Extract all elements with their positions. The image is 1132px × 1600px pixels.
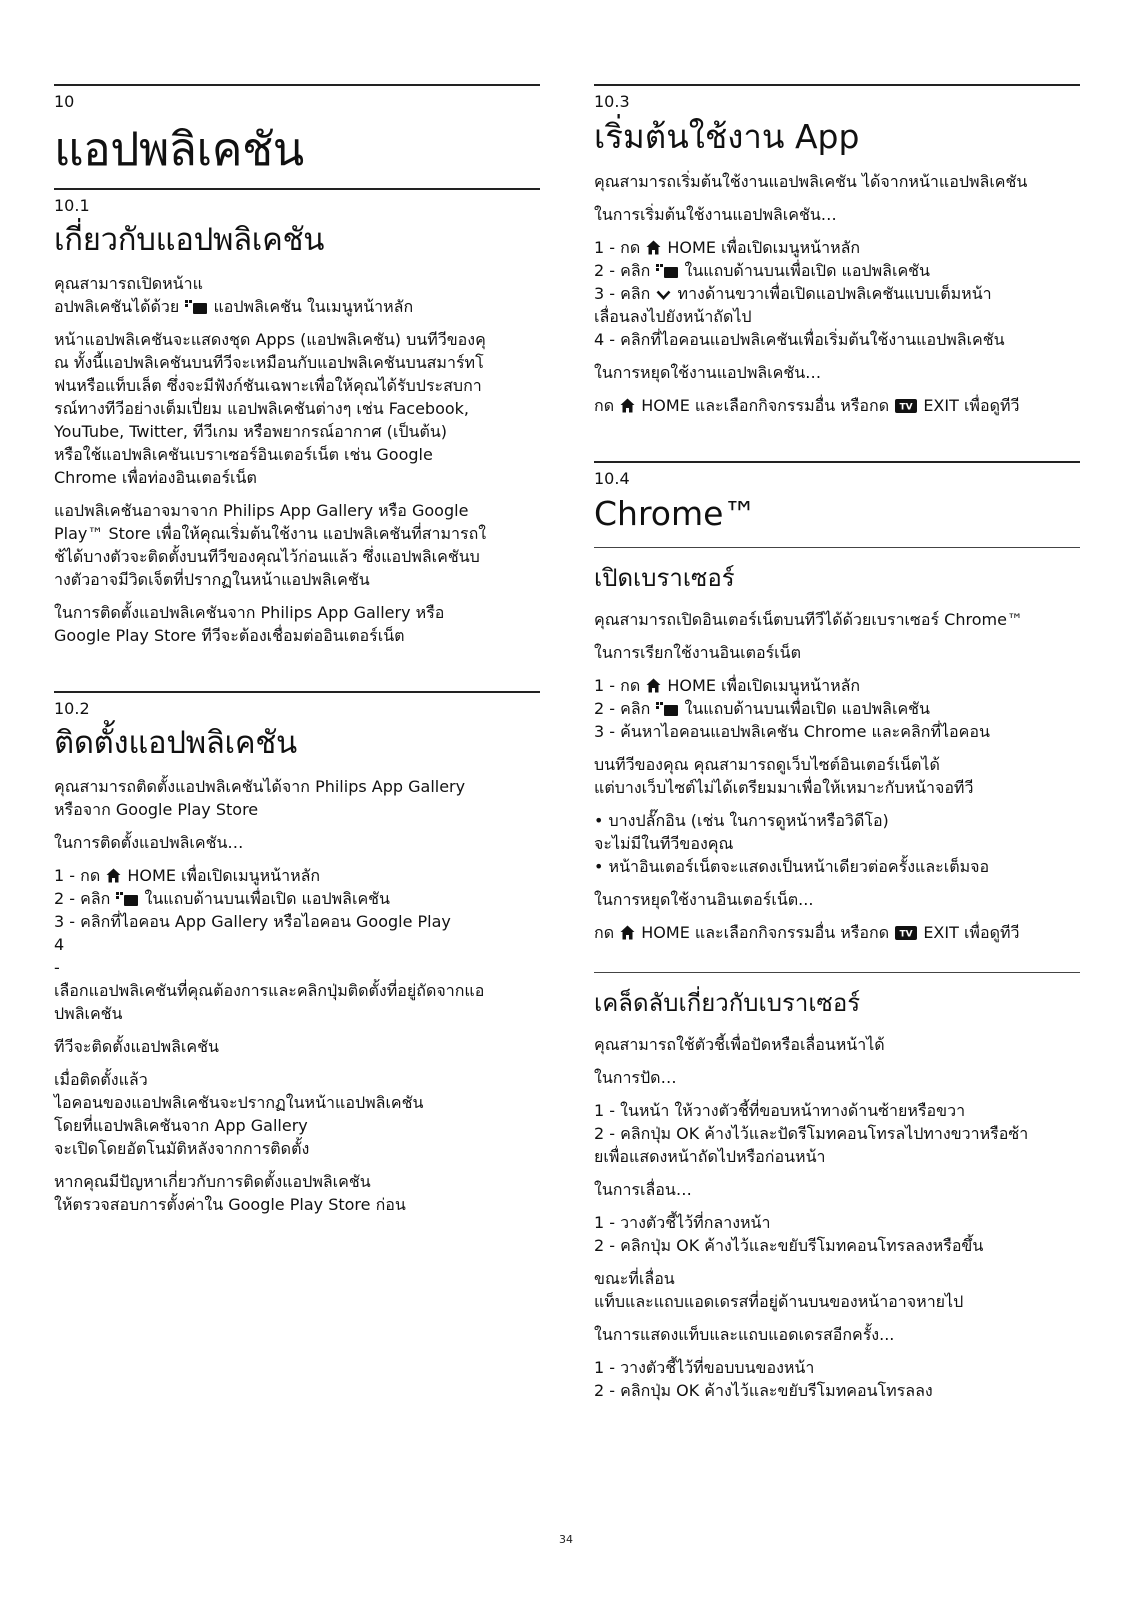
section-rule (54, 691, 540, 693)
apps-icon (116, 892, 138, 906)
paragraph: ขณะที่เลื่อน แท็บและแถบแอดเดรสที่อยู่ด้านบนของหน้าอาจหายไป (594, 1269, 964, 1311)
section-number: 10.3 (594, 92, 630, 111)
section-title: ติดตั้งแอปพลิเคชัน (54, 725, 297, 761)
section-rule (54, 188, 540, 190)
paragraph: แอปพลิเคชันอาจมาจาก Philips App Gallery หรือ Google Play™ Store เพื่อให้คุณเริ่มต้นใช้งาน แอปพลิเคชันที่สามารถใ ช้ได้บางตัวจะติดตั้งบนทีวีของคุณไว้ก่อนแล้ว ซึ่งแอปพลิเคชันบ างตัวอาจมีวิดเจ็ตที่ปรากฏในหน้าแอปพลิเคชัน (54, 501, 487, 589)
step-list: 1 - กด HOME เพื่อเปิดเมนูหน้าหลัก 2 - คลิก ในแถบด้านบนเพื่อเปิด แอปพลิเคชัน 3 - คลิกที่ไอคอน App Gallery หรือไอคอน Google Play 4 - เลือกแอปพลิเคชันที่คุณต้องการและคลิกปุ่มติดตั้งที่อยู่ถัดจากแอ ปพลิเคชัน (54, 866, 485, 1023)
step-list: 1 - กด HOME เพื่อเปิดเมนูหน้าหลัก 2 - คลิก ในแถบด้านบนเพื่อเปิด แอปพลิเคชัน 3 - คลิก ทางด้านขวาเพื่อเปิดแอปพลิเคชันแบบเต็มหน้า เลื่อนลงไปยังหน้าถัดไป 4 - คลิกที่ไอคอนแอปพลิเคชันเพื่อเริ่มต้นใช้งานแอปพลิเคชัน (594, 238, 1005, 349)
paragraph: คุณสามารถเปิดอินเตอร์เน็ตบนทีวีได้ด้วยเบราเซอร์ Chrome™ (594, 610, 1023, 629)
section-rule (594, 84, 1080, 86)
subsection-title: เปิดเบราเซอร์ (594, 564, 735, 592)
section-title: เริ่มต้นใช้งาน App (594, 117, 860, 156)
paragraph: หากคุณมีปัญหาเกี่ยวกับการติดตั้งแอปพลิเคชัน ให้ตรวจสอบการตั้งค่าใน Google Play Store ก่อน (54, 1172, 406, 1214)
bullet-list: • บางปลั๊กอิน (เช่น ในการดูหน้าหรือวิดีโอ) จะไม่มีในทีวีของคุณ • หน้าอินเตอร์เน็ตจะแสดงเป็นหน้าเดียวต่อครั้งและเต็มจอ (594, 811, 990, 876)
paragraph: ในการเริ่มต้นใช้งานแอปพลิเคชัน… (594, 205, 837, 224)
paragraph: ในการแสดงแท็บและแถบแอดเดรสอีกครั้ง... (594, 1325, 895, 1344)
right-column (594, 84, 1080, 1412)
subsection-title: เคล็ดลับเกี่ยวกับเบราเซอร์ (594, 989, 861, 1017)
section-number: 10.2 (54, 699, 90, 718)
paragraph: เมื่อติดตั้งแล้ว ไอคอนของแอปพลิเคชันจะปรากฏในหน้าแอปพลิเคชัน โดยที่แอปพลิเคชันจาก App Gallery จะเปิดโดยอัตโนมัติหลังจากการติดตั้ง (54, 1070, 424, 1158)
section-number: 10.4 (594, 469, 630, 488)
home-icon (620, 925, 635, 940)
chapter-rule (54, 84, 540, 86)
section-title: เกี่ยวกับแอปพลิเคชัน (54, 222, 325, 258)
paragraph: ในการติดตั้งแอปพลิเคชันจาก Philips App Gallery หรือ Google Play Store ทีวีจะต้องเชื่อมต่ออินเตอร์เน็ต (54, 603, 445, 645)
paragraph: คุณสามารถเริ่มต้นใช้งานแอปพลิเคชัน ได้จากหน้าแอปพลิเคชัน (594, 172, 1028, 191)
step-list: 1 - วางตัวชี้ไว้ที่กลางหน้า 2 - คลิกปุ่ม OK ค้างไว้และขยับรีโมทคอนโทรลลงหรือขึ้น (594, 1213, 984, 1255)
page-number: 34 (559, 1533, 573, 1546)
paragraph: หน้าแอปพลิเคชันจะแสดงชุด Apps (แอปพลิเคชัน) บนทีวีของคุ ณ ทั้งนี้แอปพลิเคชันบนทีวีจะเหมือนกับแอปพลิเคชันบนสมาร์ทโ ฟนหรือแท็บเล็ต ซึ่งจะมีฟังก์ชันเฉพาะเพื่อให้คุณได้รับประสบกา รณ์ทางทีวีอย่างเต็มเปี่ยม แอปพลิเคชันต่างๆ เช่น Facebook, YouTube, Twitter, ทีวีเกม หรือพยากรณ์อากาศ (เป็นต้น) หรือใช้แอปพลิเคชันเบราเซอร์อินเตอร์เน็ต เช่น Google Chrome เพื่อท่องอินเตอร์เน็ต (54, 330, 486, 487)
apps-icon (656, 264, 678, 278)
home-icon (106, 868, 121, 883)
paragraph: ในการหยุดใช้งานแอปพลิเคชัน… (594, 363, 822, 382)
paragraph: บนทีวีของคุณ คุณสามารถดูเว็บไซต์อินเตอร์เน็ตได้ แต่บางเว็บไซต์ไม่ได้เตรียมมาเพื่อให้เหมาะกับหน้าจอทีวี (594, 755, 974, 797)
tv-icon (895, 926, 917, 940)
left-column (54, 84, 540, 1226)
paragraph: ในการหยุดใช้งานอินเตอร์เน็ต... (594, 890, 814, 909)
paragraph: กด HOME และเลือกกิจกรรมอื่น หรือกด TV EXIT เพื่อดูทีวี (594, 396, 1020, 415)
paragraph: ในการติดตั้งแอปพลิเคชัน… (54, 833, 244, 852)
chapter-title: แอปพลิเคชัน (54, 122, 304, 176)
paragraph: ในการเลื่อน… (594, 1180, 692, 1199)
chapter-number: 10 (54, 92, 75, 111)
home-icon (646, 240, 661, 255)
section-title: Chrome™ (594, 494, 757, 533)
paragraph: ในการปัด… (594, 1068, 677, 1087)
home-icon (620, 398, 635, 413)
subsection-rule (594, 972, 1080, 973)
step-list: 1 - วางตัวชี้ไว้ที่ขอบบนของหน้า 2 - คลิกปุ่ม OK ค้างไว้และขยับรีโมทคอนโทรลลง (594, 1358, 933, 1400)
apps-icon (185, 300, 207, 314)
step-list: 1 - ในหน้า ให้วางตัวชี้ที่ขอบหน้าทางด้านซ้ายหรือขวา 2 - คลิกปุ่ม OK ค้างไว้และปัดรีโมทคอนโทรลไปทางขวาหรือซ้า ยเพื่อแสดงหน้าถัดไปหรือก่อนหน้า (594, 1101, 1029, 1166)
home-icon (646, 678, 661, 693)
svg-text:TV: TV (899, 402, 913, 413)
paragraph: กด HOME และเลือกกิจกรรมอื่น หรือกด TV EXIT เพื่อดูทีวี (594, 923, 1020, 942)
section-number: 10.1 (54, 196, 90, 215)
paragraph: คุณสามารถเปิดหน้าแ อปพลิเคชันได้ด้วย แอปพลิเคชัน ในเมนูหน้าหลัก (54, 274, 414, 316)
tv-icon (895, 399, 917, 413)
svg-text:TV: TV (899, 929, 913, 940)
step-list: 1 - กด HOME เพื่อเปิดเมนูหน้าหลัก 2 - คลิก ในแถบด้านบนเพื่อเปิด แอปพลิเคชัน 3 - ค้นหาไอคอนแอปพลิเคชัน Chrome และคลิกที่ไอคอน (594, 676, 990, 741)
paragraph: ทีวีจะติดตั้งแอปพลิเคชัน (54, 1037, 219, 1056)
chevron-down-icon (656, 289, 671, 301)
section-rule (594, 461, 1080, 463)
paragraph: ในการเรียกใช้งานอินเตอร์เน็ต (594, 643, 801, 662)
paragraph: คุณสามารถติดตั้งแอปพลิเคชันได้จาก Philips App Gallery หรือจาก Google Play Store (54, 777, 466, 819)
subsection-rule (594, 547, 1080, 548)
paragraph: คุณสามารถใช้ตัวชี้เพื่อปัดหรือเลื่อนหน้าได้ (594, 1035, 885, 1054)
apps-icon (656, 702, 678, 716)
